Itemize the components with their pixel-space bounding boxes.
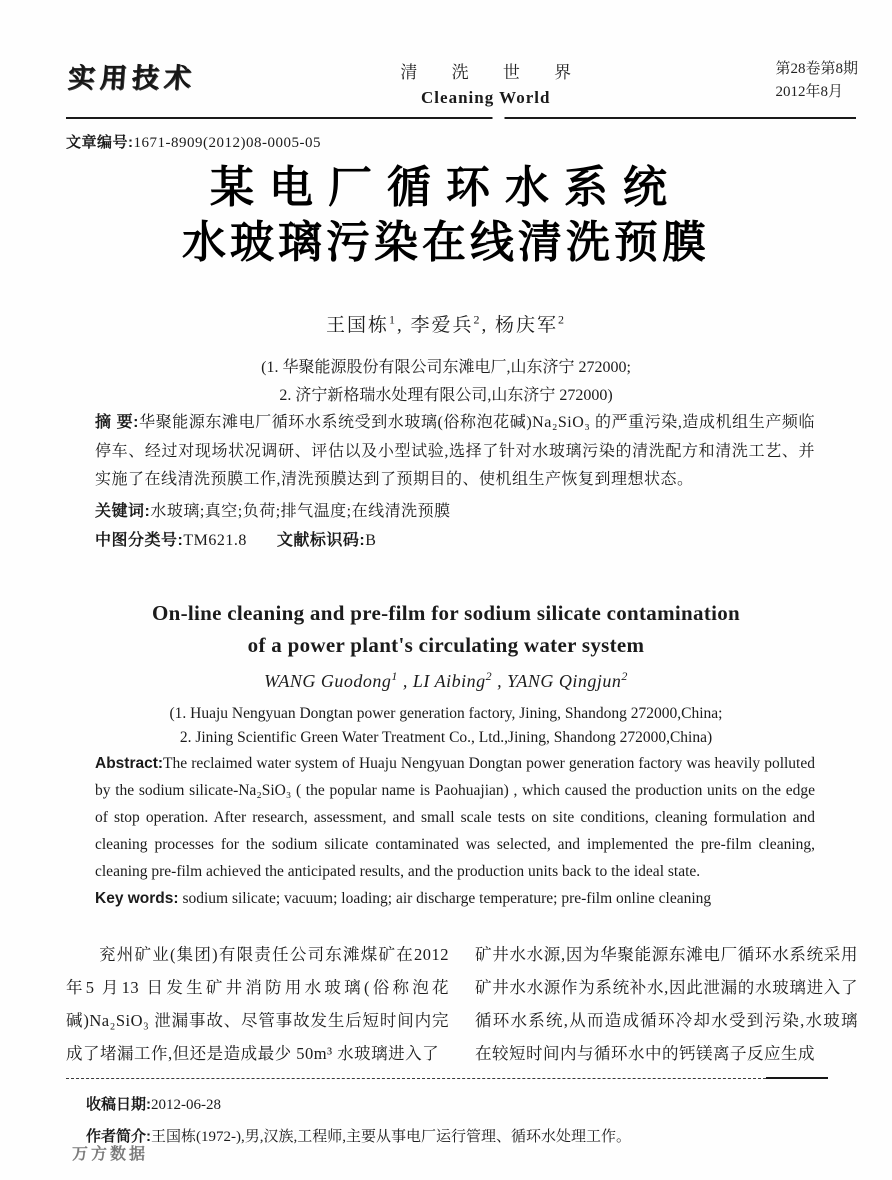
keywords-en-text: sodium silicate; vacuum; loading; air discharge temperature; pre-film online cleaning	[182, 890, 712, 907]
authors-en	[0, 669, 892, 692]
keywords-cn	[95, 498, 815, 527]
article-title-en-line2: of a power plant's circulating water system	[247, 633, 645, 657]
author-cn: 杨庆军$^2$	[495, 312, 567, 336]
author-en: WANG Guodong$^1$ ,	[264, 669, 408, 691]
journal-title-en: Cleaning World	[421, 88, 551, 107]
abstract-block-en	[95, 750, 815, 912]
clc-value: TM621.8	[183, 532, 247, 549]
footnotes	[86, 1092, 858, 1156]
affiliations-en	[0, 702, 892, 750]
article-title-cn-line2: 水玻璃污染在线清洗预膜	[182, 218, 710, 267]
abstract-en-label: Abstract:	[95, 755, 164, 772]
author-cn: 王国栋$^1$,	[325, 312, 404, 336]
keywords-en	[95, 885, 815, 912]
issue-info	[775, 58, 858, 104]
authors-cn	[0, 310, 892, 337]
article-title-cn-line1: 某电厂循环水系统	[210, 163, 682, 212]
affiliations-cn	[0, 354, 892, 410]
article-title-en	[0, 597, 892, 661]
article-title-en-line1: On-line cleaning and pre-film for sodium silicate contamination	[151, 601, 741, 625]
received-date-line	[86, 1092, 858, 1118]
author-bio-label: 作者简介:	[86, 1128, 151, 1145]
body-column-right	[475, 938, 858, 1070]
wanfang-data-watermark: 万方数据	[72, 1146, 149, 1163]
doc-code-value: B	[365, 532, 377, 549]
issue-volume: 第28卷第8期	[775, 61, 858, 77]
article-title-cn	[0, 160, 892, 271]
body-paragraph-right: 矿井水水源,因为华聚能源东滩电厂循环水系统采用矿井水水源作为系统补水,因此泄漏的水玻璃进入了循环水系统,从而造成循环冷却水受到污染,水玻璃在较短时间内与循环水中的钙镁离子反应生成	[475, 945, 858, 1063]
abstract-cn-label: 摘 要:	[95, 414, 140, 431]
author-en: LI Aibing$^2$ ,	[412, 669, 503, 691]
clc-label: 中图分类号:	[95, 532, 184, 549]
abstract-en-text: The reclaimed water system of Huaju Nengyuan Dongtan power generation factory was heavily polluted by the sodium silicate-Na₂SiO₃ ( the popular name is Paohuajian) , which caused the production units on the edge of stop operation. After research, assessment, and small scale tests on site conditions, cleaning formulation and cleaning processes for the sodium silicate contaminated was selected, and implemented the pre-film cleaning, cleaning pre-film achieved the anticipated results, and the production units back to the ideal state.	[95, 755, 815, 880]
affiliation-cn-1: (1. 华聚能源股份有限公司东滩电厂,山东济宁 272000;	[261, 359, 631, 376]
keywords-cn-text: 水玻璃;真空;负荷;排气温度;在线清洗预膜	[150, 502, 451, 520]
abstract-cn-text: 华聚能源东滩电厂循环水系统受到水玻璃(俗称泡花碱)Na₂SiO₃ 的严重污染,造成机组生产频临停车、经过对现场状况调研、评估以及小型试验,选择了针对水玻璃污染的清洗配方和清洗工艺、并实施了在线清洗预膜工作,清洗预膜达到了预期目的、使机组生产恢复到理想状态。	[95, 414, 815, 488]
abstract-cn	[95, 409, 815, 495]
doc-code-label: 文献标识码:	[276, 532, 366, 549]
affiliation-en-2: 2. Jining Scientific Green Water Treatment Co., Ltd.,Jining, Shandong 272000,China)	[179, 729, 713, 746]
author-bio-value: 王国栋(1972-),男,汉族,工程师,主要从事电厂运行管理、循环水处理工作。	[151, 1129, 631, 1145]
abstract-en	[95, 750, 815, 885]
journal-title-cn: 清 洗 世 界	[400, 63, 587, 82]
abstract-block-cn	[95, 409, 815, 556]
column-section-label: 实用技术	[66, 63, 197, 93]
header-divider-rule	[66, 117, 856, 119]
page-header	[68, 56, 858, 108]
affiliation-cn-2: 2. 济宁新格瑞水处理有限公司,山东济宁 272000)	[279, 387, 613, 404]
article-number-label: 文章编号:	[66, 134, 134, 151]
body-text-columns	[66, 938, 858, 1070]
received-date-label: 收稿日期:	[86, 1096, 151, 1113]
article-number	[66, 131, 321, 152]
issue-date: 2012年8月	[775, 84, 843, 100]
classification-line	[95, 527, 815, 556]
footnote-divider	[66, 1078, 766, 1079]
keywords-en-label: Key words:	[95, 890, 179, 907]
author-en: YANG Qingjun$^2$	[507, 669, 628, 691]
affiliation-en-1: (1. Huaju Nengyuan Dongtan power generation factory, Jining, Shandong 272000,China;	[169, 705, 723, 722]
keywords-cn-label: 关键词:	[95, 502, 151, 520]
article-number-value: 1671-8909(2012)08-0005-05	[133, 135, 321, 151]
footnote-divider-solid-segment	[766, 1077, 828, 1079]
body-paragraph-left: 兖州矿业(集团)有限责任公司东滩煤矿在2012 年5 月13 日发生矿井消防用水玻璃(俗称泡花碱)Na₂SiO₃ 泄漏事故、尽管事故发生后短时间内完成了堵漏工作,但还是造成最少 50m³ 水玻璃进入了	[66, 945, 449, 1063]
journal-title-block	[385, 58, 586, 108]
author-bio-line	[86, 1124, 858, 1150]
body-column-left	[66, 938, 449, 1070]
author-cn: 李爱兵$^2$,	[410, 312, 489, 336]
received-date-value: 2012-06-28	[151, 1097, 221, 1113]
